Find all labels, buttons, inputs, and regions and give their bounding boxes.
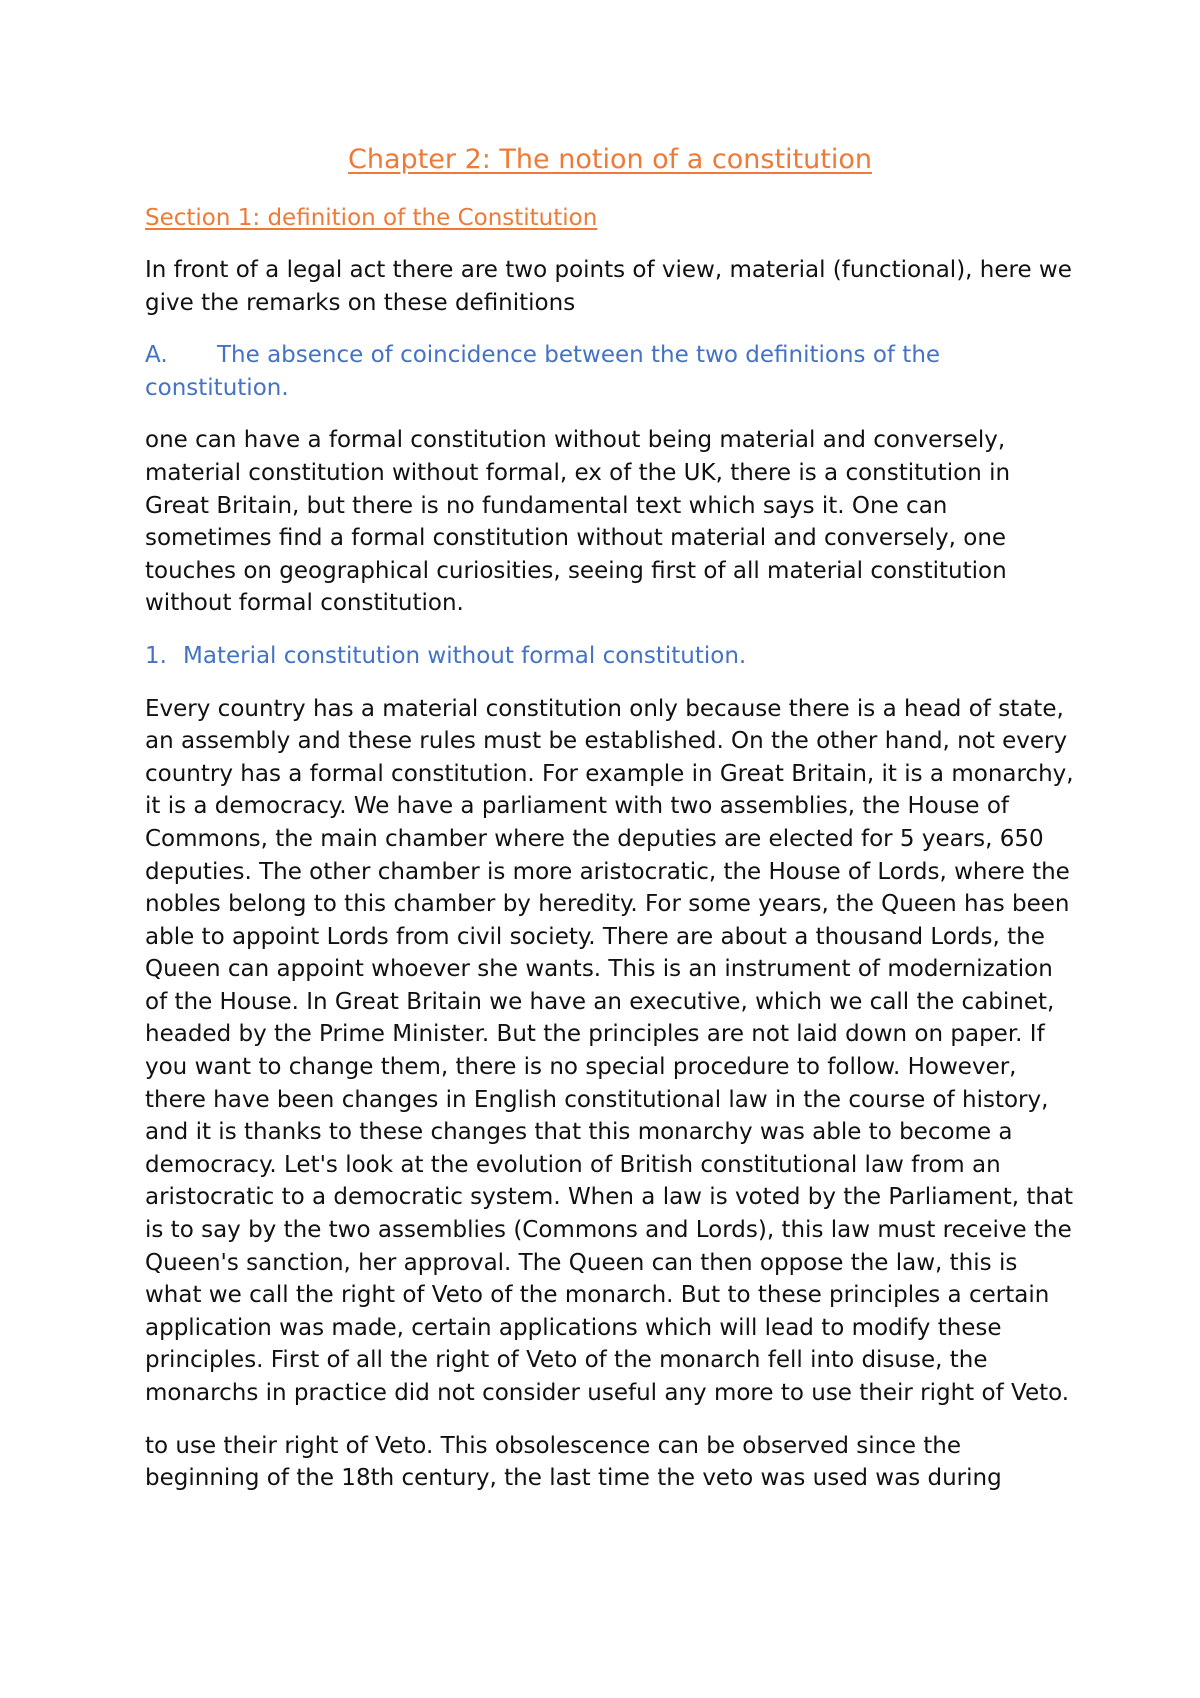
paragraph-2: one can have a formal constitution without being material and conversely, material constitution without formal, ex of the UK, there is a constitution in Great Britain, but there is no fundamental text which says it. One can sometimes find a formal constitution without material and conversely, one touches on geographical curiosities, seeing first of all material constitution without formal constitution. [145,427,1011,617]
subheading-a-marker: A. [145,342,168,369]
subheading-1-marker: 1. [145,642,167,669]
intro-paragraph: In front of a legal act there are two points of view, material (functional), here we give the remarks on these definitions [145,257,1072,316]
subheading-1 [145,640,1075,673]
paragraph-3: Every country has a material constitution only because there is a head of state, an assembly and these rules must be established. On the other hand, not every country has a formal constitution. For example in Great Britain, it is a monarchy, it is a democracy. We have a parliament with two assemblies, the House of Commons, the main chamber where the deputies are elected for 5 years, 650 deputies. The other chamber is more aristocratic, the House of Lords, where the nobles belong to this chamber by heredity. For some years, the Queen has been able to appoint Lords from civil society. There are about a thousand Lords, the Queen can appoint whoever she wants. This is an instrument of modernization of the House. In Great Britain we have an executive, which we call the cabinet, headed by the Prime Minister. But the principles are not laid down on paper. If you want to change them, there is no special procedure to follow. However, there have been changes in English constitutional law in the course of history, and it is thanks to these changes that this monarchy was able to become a democracy. Let's look at the evolution of British constitutional law from an aristocratic to a democratic system. When a law is voted by the Parliament, that is to say by the two assemblies (Commons and Lords), this law must receive the Queen's sanction, her approval. The Queen can then oppose the law, this is what we call the right of Veto of the monarch. But to these principles a certain application was made, certain applications which will lead to modify these principles. First of all the right of Veto of the monarch fell into disuse, the monarchs in practice did not consider useful any more to use their right of Veto. [145,695,1074,1406]
document-content [145,140,1075,1515]
chapter-title: Chapter 2: The notion of a constitution [348,144,872,175]
subheading-a [145,339,1075,404]
section-heading: Section 1: definition of the Constitution [145,205,598,231]
subheading-a-text: The absence of coincidence between the two definitions of the constitution. [145,342,941,401]
subheading-1-text: Material constitution without formal constitution. [183,642,747,669]
paragraph-4: to use their right of Veto. This obsolescence can be observed since the beginning of the 18th century, the last time the veto was used was during [145,1432,1002,1492]
